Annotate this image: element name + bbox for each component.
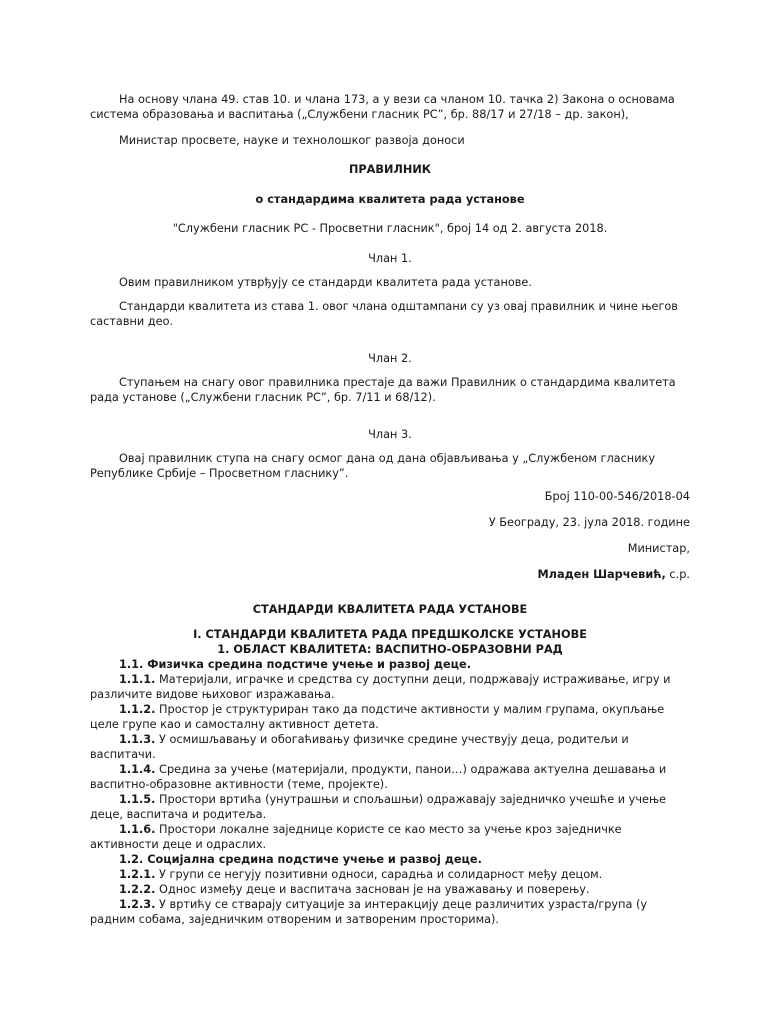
standards-list [90, 657, 690, 927]
document-title: ПРАВИЛНИК [348, 163, 432, 176]
gazette-reference: "Службени гласник РС - Просветни гласник", број 14 од 2. августа 2018. [172, 222, 608, 235]
item-text: Средина за учење (материјали, продукти, панои…) одражава актуелна дешавања и васпитно-образовне активности (теме, пројекте). [90, 763, 667, 791]
item-text: Простор је структуриран тако да подстиче активности у малим групама, окупљање целе групе као и самосталну активност детета. [90, 703, 665, 731]
item-text: У вртићу се стварају ситуације за интеракцију деце различитих узраста/група (у радним собама, заједничким отвореним и затвореним просторима). [90, 898, 648, 926]
item-number: 1.1.3. [119, 733, 156, 746]
list-item [90, 897, 690, 927]
signatory [90, 567, 690, 582]
item-text: Материјали, играчке и средства су доступни деци, подржавају истраживање, игру и различите видове њиховог изражавања. [90, 673, 671, 701]
signed-mark: с.р. [665, 568, 690, 581]
standard-1-1: 1.1. Физичка средина подстиче учење и развој деце. [119, 658, 471, 671]
list-item [90, 732, 690, 762]
list-item [90, 822, 690, 852]
place-and-date: У Београду, 23. јула 2018. године [488, 516, 690, 529]
item-text: У осмишљавању и обогаћивању физичке средине учествују деца, родитељи и васпитачи. [90, 733, 629, 761]
intro-minister-issues: Министар просвете, науке и технолошког развоја доноси [119, 134, 465, 147]
intro-legal-basis: На основу члана 49. став 10. и члана 173, а у вези са чланом 10. тачка 2) Закона о основама система образовања и васпитања („Службени гласник РС”, бр. 88/17 и 27/18 – др. закон), [90, 93, 675, 121]
signatory-role: Министар, [627, 542, 690, 555]
article-3-paragraph-1: Овај правилник ступа на снагу осмог дана од дана објављивања у „Службеном гласнику Републике Србије – Просветном гласнику”. [90, 452, 656, 480]
document-page [90, 92, 690, 927]
list-item [90, 672, 690, 702]
list-item [90, 792, 690, 822]
article-2-paragraph-1: Ступањем на снагу овог правилника престаје да важи Правилник о стандардима квалитета рада установе („Службени гласник РС”, бр. 7/11 и 68/12). [90, 376, 676, 404]
list-item [90, 882, 690, 897]
list-item [90, 702, 690, 732]
standards-section-title: I. СТАНДАРДИ КВАЛИТЕТА РАДА ПРЕДШКОЛСКЕ УСТАНОВЕ [193, 628, 587, 641]
item-number: 1.1.5. [119, 793, 156, 806]
item-number: 1.2.3. [119, 898, 156, 911]
item-text: Простори вртића (унутрашњи и спољашњи) одражавају заједничко учешће и учење деце, васпитача и родитеља. [90, 793, 667, 821]
list-item [90, 867, 690, 882]
article-2-label: Члан 2. [368, 352, 412, 365]
standard-1-2: 1.2. Социјална средина подстиче учење и развој деце. [119, 853, 482, 866]
standards-area-title: 1. ОБЛАСТ КВАЛИТЕТА: ВАСПИТНО-ОБРАЗОВНИ РАД [217, 643, 563, 656]
item-number: 1.1.1. [119, 673, 156, 686]
article-1-paragraph-1: Овим правилником утврђују се стандарди квалитета рада установе. [119, 276, 532, 289]
standards-main-title: СТАНДАРДИ КВАЛИТЕТА РАДА УСТАНОВЕ [252, 603, 528, 616]
article-1-paragraph-2: Стандарди квалитета из става 1. овог члана одштампани су уз овај правилник и чине његов саставни део. [90, 300, 678, 328]
article-1-label: Члан 1. [368, 252, 412, 265]
document-subtitle: о стандардима квалитета рада установе [255, 193, 525, 206]
item-text: У групи се негују позитивни односи, сарадња и солидарност међу децом. [155, 868, 603, 881]
item-number: 1.2.1. [119, 868, 156, 881]
item-number: 1.1.2. [119, 703, 156, 716]
item-number: 1.2.2. [119, 883, 156, 896]
item-number: 1.1.6. [119, 823, 156, 836]
item-number: 1.1.4. [119, 763, 156, 776]
article-3-label: Члан 3. [368, 428, 412, 441]
item-text: Однос између деце и васпитача заснован је на уважавању и поверењу. [155, 883, 590, 896]
document-number: Број 110-00-546/2018-04 [544, 490, 690, 503]
signatory-name: Младен Шарчевић, [537, 568, 666, 581]
item-text: Простори локалне заједнице користе се као место за учење кроз заједничке активности деце и одраслих. [90, 823, 622, 851]
list-item [90, 762, 690, 792]
